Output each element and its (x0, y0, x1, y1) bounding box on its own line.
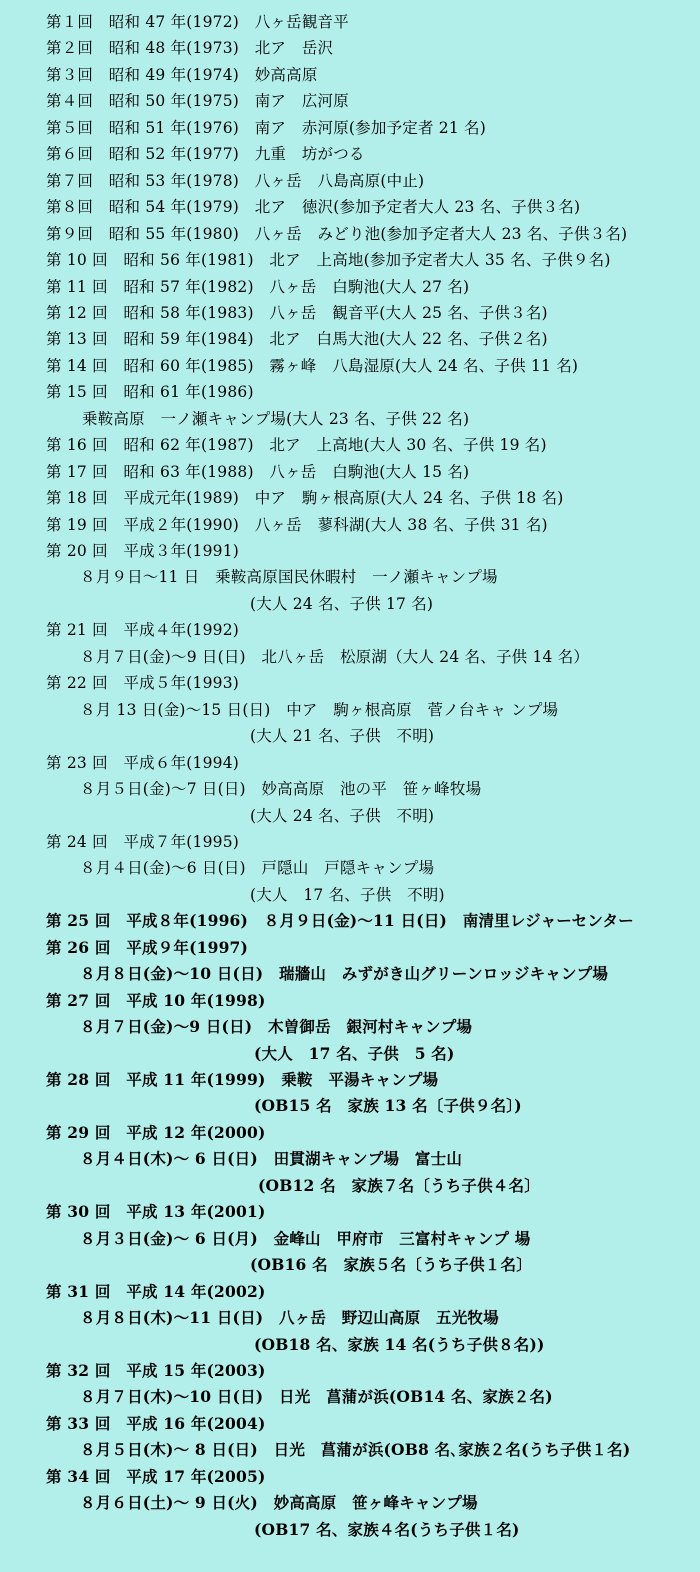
record-line: ８月５日(金)～7 日(日) 妙高高原 池の平 笹ヶ峰牧場 (80, 780, 482, 799)
record-line: 第 17 回 昭和 63 年(1988) 八ヶ岳 白駒池(大人 15 名) (46, 462, 470, 481)
record-line: 第６回 昭和 52 年(1977) 九重 坊がつる (46, 145, 365, 164)
record-line: 第 15 回 昭和 61 年(1986) (46, 383, 254, 402)
record-line: ８月６日(土)～ 9 日(火) 妙高高原 笹ヶ峰キャンプ場 (80, 1493, 478, 1513)
record-line: 第 23 回 平成６年(1994) (46, 753, 240, 772)
record-line: 第８回 昭和 54 年(1979) 北ア 徳沢(参加予定者大人 23 名、子供３名) (46, 198, 581, 217)
record-line: 第 24 回 平成７年(1995) (46, 832, 240, 851)
record-line: 第２回 昭和 48 年(1973) 北ア 岳沢 (46, 39, 334, 58)
record-line: (大人 24 名、子供 17 名) (250, 594, 434, 613)
record-line: 第 13 回 昭和 59 年(1984) 北ア 白馬大池(大人 22 名、子供２名) (46, 330, 548, 349)
record-line: 第７回 昭和 53 年(1978) 八ヶ岳 八島高原(中止) (46, 171, 425, 190)
record-line: 第 21 回 平成４年(1992) (46, 621, 240, 640)
record-line: 第 12 回 昭和 58 年(1983) 八ヶ岳 観音平(大人 25 名、子供３名) (46, 303, 548, 322)
record-line: 第 31 回 平成 14 年(2002) (46, 1281, 266, 1301)
record-line: 第 16 回 昭和 62 年(1987) 北ア 上高地(大人 30 名、子供 19 名) (46, 436, 547, 455)
record-line: (OB16 名 家族５名〔うち子供１名〕 (250, 1255, 532, 1275)
record-line: 第 11 回 昭和 57 年(1982) 八ヶ岳 白駒池(大人 27 名) (46, 277, 470, 296)
record-line: 第 29 回 平成 12 年(2000) (46, 1122, 266, 1142)
record-line: 第 32 回 平成 15 年(2003) (46, 1360, 266, 1380)
record-line: (大人 24 名、子供 不明) (250, 806, 435, 825)
record-line: ８月７日(木)～10 日(日) 日光 菖蒲が浜(OB14 名、家族２名) (80, 1387, 553, 1407)
record-line: 第 19 回 平成２年(1990) 八ヶ岳 蓼科湖(大人 38 名、子供 31 名) (46, 515, 548, 534)
record-line: 乗鞍高原 一ノ瀬キャンプ場(大人 23 名、子供 22 名) (82, 409, 470, 428)
record-line: ８月７日(金)～9 日(日) 北八ヶ岳 松原湖（大人 24 名、子供 14 名） (80, 647, 590, 666)
record-line: 第４回 昭和 50 年(1975) 南ア 広河原 (46, 92, 349, 111)
record-line: ８月４日(金)～6 日(日) 戸隠山 戸隠キャンプ場 (80, 859, 435, 878)
record-line: (大人 21 名、子供 不明) (250, 727, 435, 746)
record-line: ８月８日(金)～10 日(日) 瑞牆山 みずがき山グリーンロッジキャンプ場 (80, 964, 609, 984)
record-line: (大人 17 名、子供 不明) (250, 885, 445, 904)
record-line: 第 30 回 平成 13 年(2001) (46, 1202, 266, 1222)
record-line: 第 10 回 昭和 56 年(1981) 北ア 上高地(参加予定者大人 35 名、子供９名) (46, 251, 611, 270)
record-line: (OB15 名 家族 13 名〔子供９名〕) (254, 1096, 522, 1116)
record-line: 第 18 回 平成元年(1989) 中ア 駒ヶ根高原(大人 24 名、子供 18 名) (46, 489, 564, 508)
record-line: 第 25 回 平成８年(1996) ８月９日(金)～11 日(日) 南清里レジャーセンター (46, 911, 634, 931)
record-line: 第 26 回 平成９年(1997) (46, 937, 249, 957)
record-line: ８月７日(金)～9 日(日) 木曽御岳 銀河村キャンプ場 (80, 1017, 473, 1037)
record-line: 第 34 回 平成 17 年(2005) (46, 1466, 266, 1486)
record-line: ８月９日～11 日 乗鞍高原国民休暇村 一ノ瀬キャンプ場 (80, 568, 498, 587)
record-line: 第 28 回 平成 11 年(1999) 乗鞍 平湯キャンプ場 (46, 1070, 439, 1089)
record-line: ８月３日(金)～ 6 日(月) 金峰山 甲府市 三富村キャンプ 場 (80, 1228, 531, 1248)
record-line: 第 20 回 平成３年(1991) (46, 542, 240, 560)
record-line: ８月８日(木)～11 日(日) 八ヶ岳 野辺山高原 五光牧場 (80, 1308, 499, 1328)
record-line: 第１回 昭和 47 年(1972) 八ヶ岳観音平 (46, 13, 349, 31)
record-line: (大人 17 名、子供 5 名) (254, 1043, 455, 1063)
record-line: (OB12 名 家族７名〔うち子供４名〕 (258, 1175, 540, 1195)
record-line: 第 27 回 平成 10 年(1998) (46, 990, 266, 1010)
record-line: ８月４日(木)～ 6 日(日) 田貫湖キャンプ場 富士山 (80, 1149, 463, 1169)
record-line: ８月 13 日(金)～15 日(日) 中ア 駒ヶ根高原 菅ノ台キャ ンプ場 (80, 700, 559, 719)
record-line: (OB17 名、家族４名(うち子供１名) (254, 1519, 520, 1539)
record-line: 第９回 昭和 55 年(1980) 八ヶ岳 みどり池(参加予定者大人 23 名、子供３名) (46, 224, 628, 243)
record-line: 第３回 昭和 49 年(1974) 妙高高原 (46, 65, 318, 84)
record-line: (OB18 名、家族 14 名(うち子供８名)) (254, 1334, 545, 1354)
record-line: 第 33 回 平成 16 年(2004) (46, 1413, 266, 1433)
record-line: 第 22 回 平成５年(1993) (46, 674, 240, 693)
record-line: 第 14 回 昭和 60 年(1985) 霧ヶ峰 八島湿原(大人 24 名、子供 11 名) (46, 356, 579, 375)
record-line: 第５回 昭和 51 年(1976) 南ア 赤河原(参加予定者 21 名) (46, 118, 486, 137)
record-line: ８月５日(木)～ 8 日(日) 日光 菖蒲が浜(OB8 名､家族２名(うち子供１名) (80, 1440, 631, 1460)
